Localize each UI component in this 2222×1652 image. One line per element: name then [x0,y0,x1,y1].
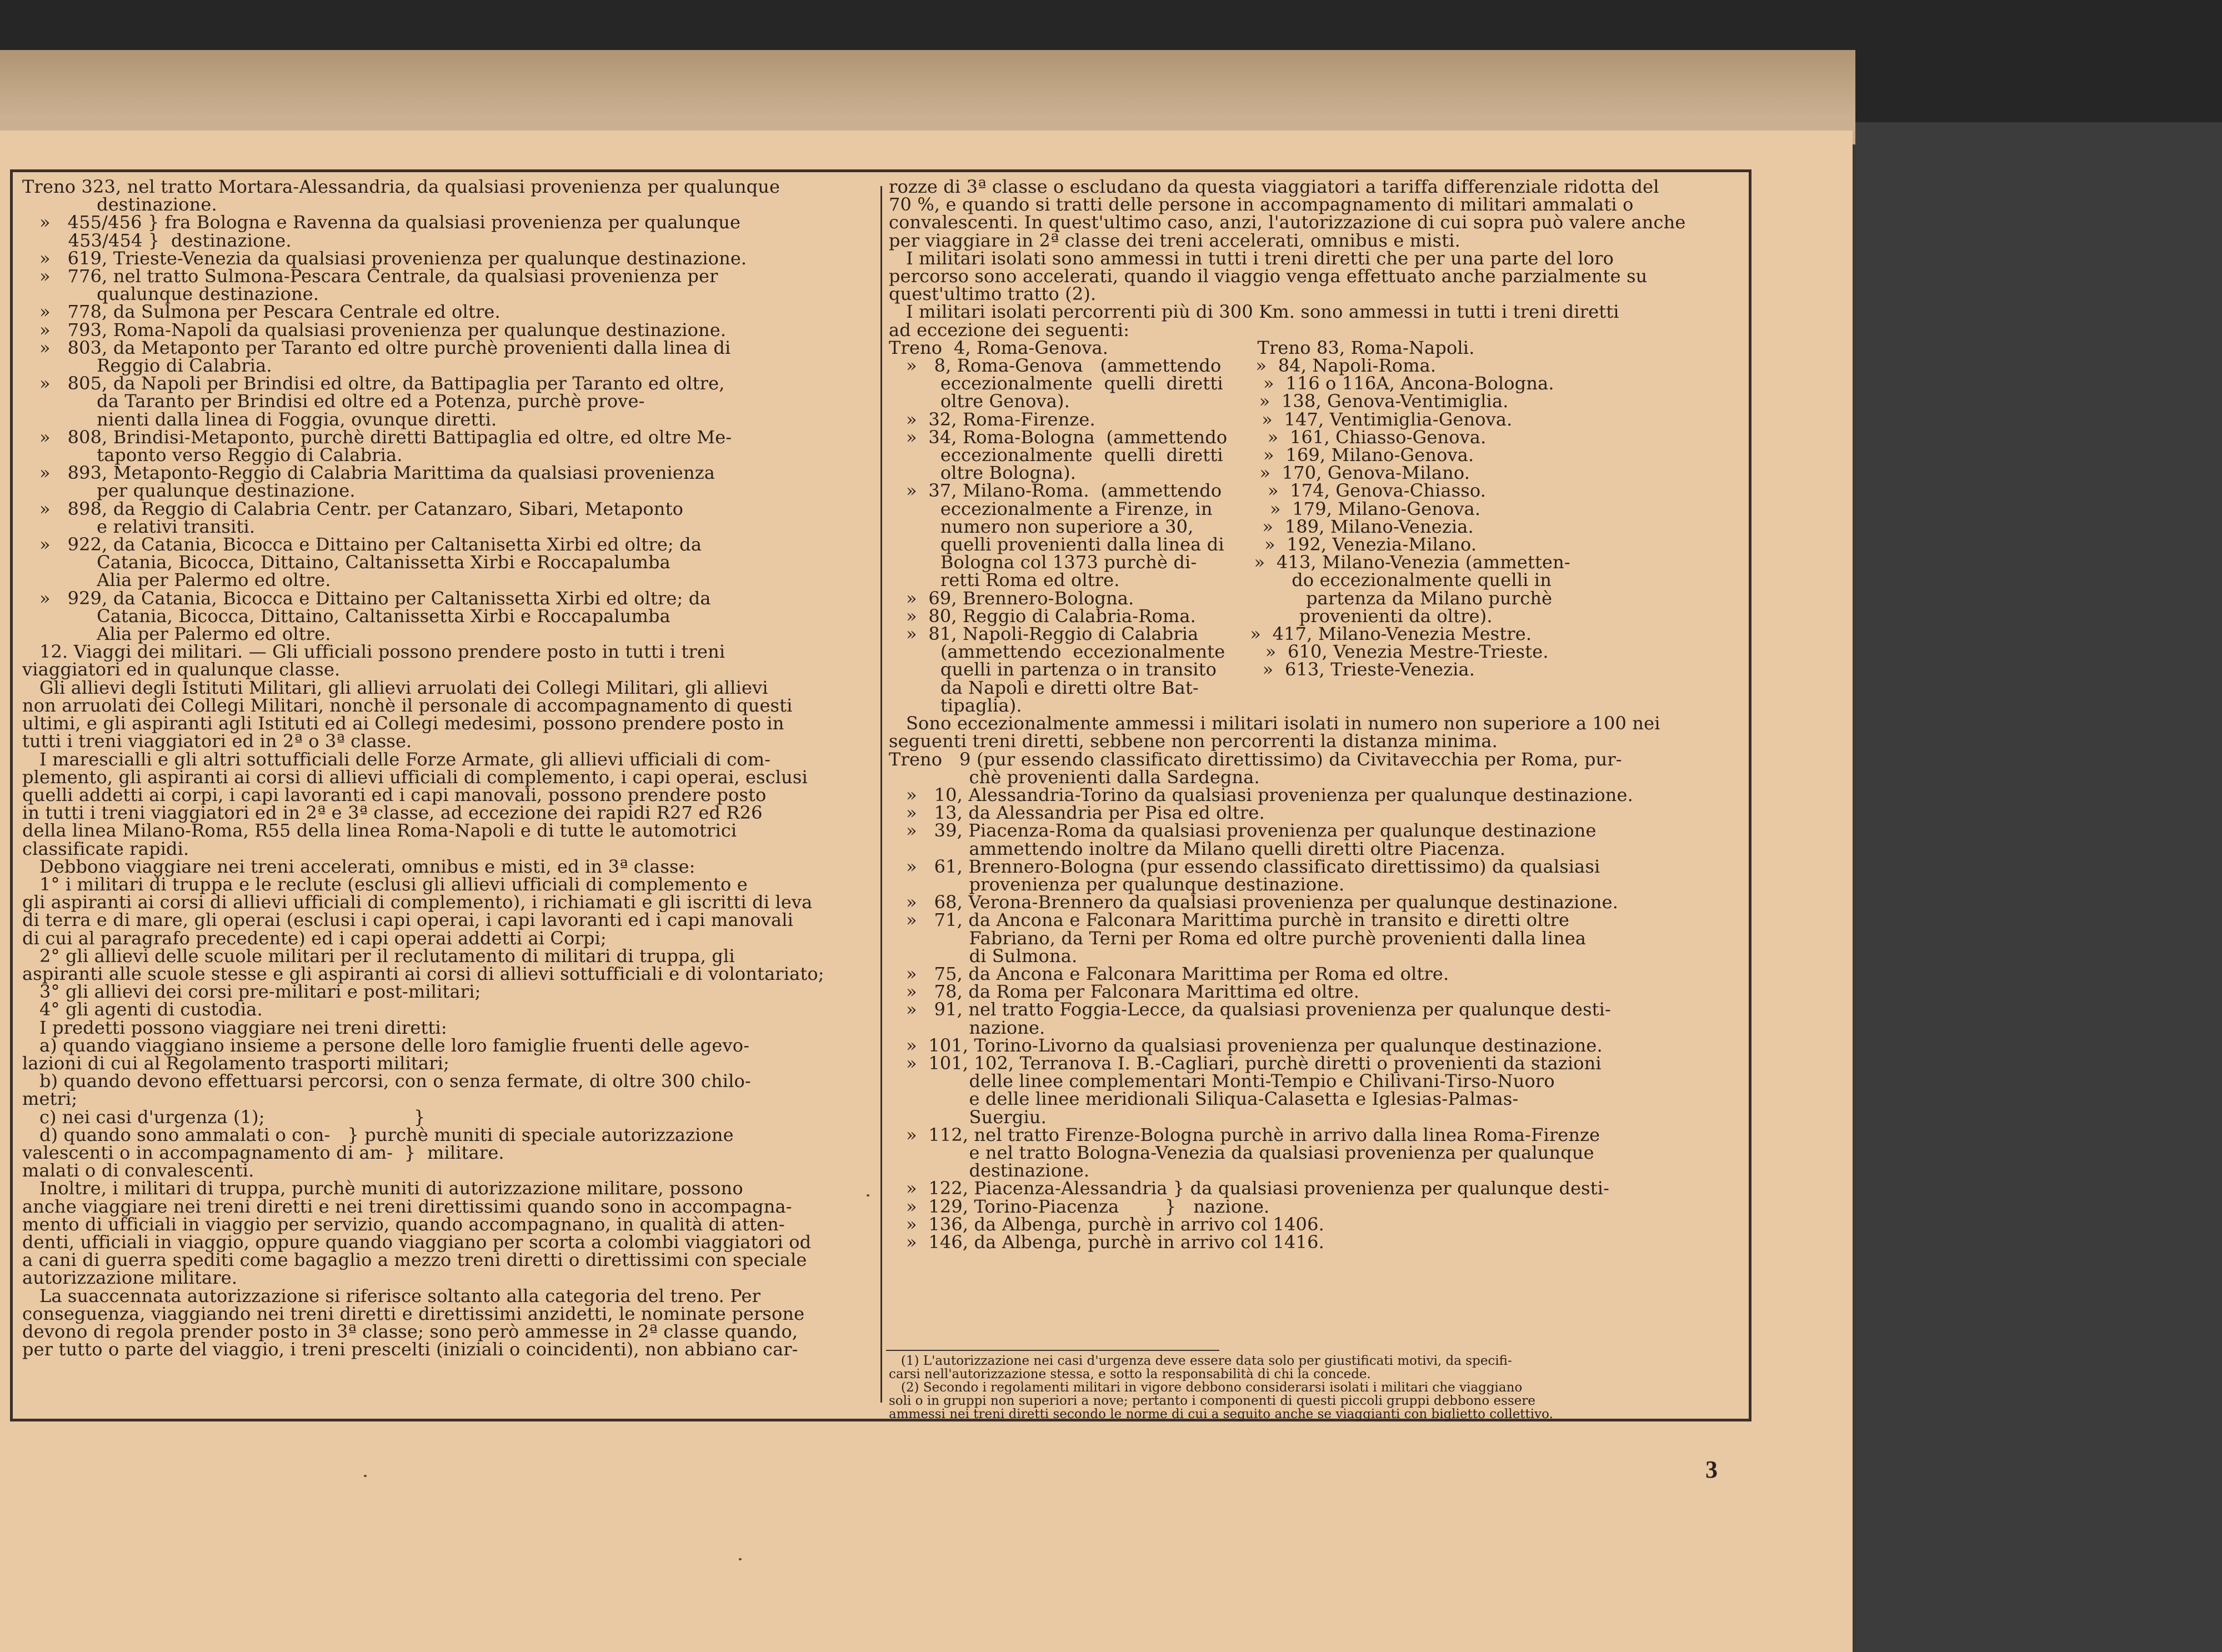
footnotes [889,1354,1744,1421]
left-column-line: » 805, da Napoli per Brindisi ed oltre, da Battipaglia per Taranto ed oltre, [22,373,725,394]
right-column-line: eccezionalmente quelli diretti » 169, Milano-Genova. [889,444,1474,466]
left-column-line: mento di ufficiali in viaggio per servizio, quando accompagnano, in qualità di atten- [22,1213,785,1235]
right-column-line: numero non superiore a 30, » 189, Milano-Venezia. [889,515,1474,537]
paper-speck [364,1475,367,1477]
right-column-line: ad eccezione dei seguenti: [889,319,1130,341]
left-column-line: tutti i treni viaggiatori ed in 2ª o 3ª classe. [22,730,412,752]
footnotes-line: carsi nell'autorizzazione stessa, e sotto la responsabilità di chi la concede. [889,1367,1371,1381]
left-column-line: gli aspiranti ai corsi di allievi ufficiali di complemento), i richiamati e gli iscritti di leva [22,892,813,913]
right-column [889,178,1744,1355]
left-column-line: I predetti possono viaggiare nei treni diretti: [22,1017,447,1038]
right-column-line: » 129, Torino-Piacenza } nazione. [889,1195,1270,1217]
right-column-line: eccezionalmente a Firenze, in » 179, Milano-Genova. [889,498,1481,519]
right-column-line: Sono eccezionalmente ammessi i militari isolati in numero non superiore a 100 nei [889,713,1660,734]
right-column-line: » 61, Brennero-Bologna (pur essendo classificato direttissimo) da qualsiasi [889,855,1600,877]
right-column-line: Bologna col 1373 purchè di- » 413, Milano-Venezia (ammetten- [889,552,1570,573]
right-column-line: » 81, Napoli-Reggio di Calabria » 417, Milano-Venezia Mestre. [889,623,1532,645]
left-column-line: Gli allievi degli Istituti Militari, gli allievi arruolati dei Collegi Militari, gli allievi [22,677,768,698]
right-column-line: I militari isolati percorrenti più di 300 Km. sono ammessi in tutti i treni diretti [889,301,1619,323]
left-column-line: plemento, gli aspiranti ai corsi di allievi ufficiali di complemento, i capi operai, esclusi [22,766,808,788]
right-column-line: » 101, 102, Terranova I. B.-Cagliari, purchè diretti o provenienti da stazioni [889,1052,1602,1074]
right-column-line: » 112, nel tratto Firenze-Bologna purchè in arrivo dalla linea Roma-Firenze [889,1124,1600,1145]
right-column-line: chè provenienti dalla Sardegna. [889,766,1260,788]
right-column-line: convalescenti. In quest'ultimo caso, anzi, l'autorizzazione di cui sopra può valere anche [889,212,1686,233]
left-column-line: a) quando viaggiano insieme a persone delle loro famiglie fruenti delle agevo- [22,1034,750,1056]
left-column-line: » 898, da Reggio di Calabria Centr. per Catanzaro, Sibari, Metaponto [22,498,683,519]
right-column-line: provenienza per qualunque destinazione. [889,873,1345,895]
right-column-line: Treno 4, Roma-Genova. Treno 83, Roma-Napoli. [889,337,1475,358]
left-column-line: in tutti i treni viaggiatori ed in 2ª e 3ª classe, ad eccezione dei rapidi R27 ed R26 [22,802,763,824]
left-column-line: classificate rapidi. [22,838,189,859]
right-column-line: rozze di 3ª classe o escludano da questa viaggiatori a tariffa differenziale ridotta del [889,178,1659,197]
left-column-line: » 808, Brindisi-Metaponto, purchè diretti Battipaglia ed oltre, ed oltre Me- [22,426,732,448]
footnote-rule [886,1350,1219,1351]
left-column-line: » 778, da Sulmona per Pescara Centrale ed oltre. [22,301,501,323]
paper-speck [867,1194,869,1197]
left-column-line: » 803, da Metaponto per Taranto ed oltre purchè provenienti dalla linea di [22,337,731,358]
right-column-line: nazione. [889,1017,1045,1038]
left-column-line: taponto verso Reggio di Calabria. [22,444,403,466]
left-column-line: valescenti o in accompagnamento di am- } militare. [22,1142,504,1163]
right-column-line: » 101, Torino-Livorno da qualsiasi provenienza per qualunque destinazione. [889,1034,1603,1056]
right-column-line: » 37, Milano-Roma. (ammettendo » 174, Genova-Chiasso. [889,480,1487,502]
right-column-line: oltre Bologna). » 170, Genova-Milano. [889,462,1470,484]
column-divider [880,186,882,1403]
right-column-line: I militari isolati sono ammessi in tutti i treni diretti che per una parte del loro [889,247,1614,269]
left-column-line: a cani di guerra spediti come bagaglio a mezzo treni diretti o direttissimi con speciale [22,1249,807,1271]
left-column-line: e relativi transiti. [22,515,256,537]
right-column-line: » 146, da Albenga, purchè in arrivo col 1416. [889,1231,1324,1253]
right-column-line: » 80, Reggio di Calabria-Roma. provenienti da oltre). [889,605,1493,627]
right-column-line: » 91, nel tratto Foggia-Lecce, da qualsiasi provenienza per qualunque desti- [889,999,1612,1020]
left-column-line: ultimi, e gli aspiranti agli Istituti ed ai Collegi medesimi, possono prendere posto in [22,713,784,734]
left-column-line: anche viaggiare nei treni diretti e nei treni direttissimi quando sono in accompagna- [22,1195,792,1217]
background-right [1855,122,2222,1652]
left-column-line: 3° gli allievi dei corsi pre-militari e post-militari; [22,981,481,1003]
right-column-line: » 136, da Albenga, purchè in arrivo col 1406. [889,1213,1324,1235]
left-column-line: devono di regola prender posto in 3ª classe; sono però ammesse in 2ª classe quando, [22,1321,798,1342]
left-column-line: lazioni di cui al Regolamento trasporti militari; [22,1052,449,1074]
right-column-line: delle linee complementari Monti-Tempio e Chilivani-Tirso-Nuoro [889,1070,1555,1092]
left-column-line: b) quando devono effettuarsi percorsi, con o senza fermate, di oltre 300 chilo- [22,1070,751,1092]
right-column-line: (ammettendo eccezionalmente » 610, Venezia Mestre-Trieste. [889,641,1549,663]
right-column-line: ammettendo inoltre da Milano quelli diretti oltre Piacenza. [889,838,1506,859]
left-column-line: di cui al paragrafo precedente) ed i capi operai addetti ai Corpi; [22,927,607,949]
left-column [22,178,875,1416]
right-column-line: per viaggiare in 2ª classe dei treni accelerati, omnibus e misti. [889,229,1460,251]
right-column-line: » 75, da Ancona e Falconara Marittima per Roma ed oltre. [889,963,1449,984]
right-column-line: retti Roma ed oltre. do eccezionalmente quelli in [889,569,1552,591]
right-column-line: di Sulmona. [889,945,1078,967]
left-column-line: Catania, Bicocca, Dittaino, Caltanissetta Xirbi e Roccapalumba [22,552,670,573]
left-column-line: di terra e di mare, gli operai (esclusi i capi operai, i capi lavoranti ed i capi manovali [22,909,794,931]
left-column-line: 2° gli allievi delle scuole militari per il reclutamento di militari di truppa, gli [22,945,735,967]
right-column-line: seguenti treni diretti, sebbene non percorrenti la distanza minima. [889,730,1498,752]
left-column-line: Catania, Bicocca, Dittaino, Caltanissetta Xirbi e Roccapalumba [22,605,670,627]
left-column-line: per qualunque destinazione. [22,480,356,502]
left-column-line: Alia per Palermo ed oltre. [22,623,331,645]
left-column-line: quelli addetti ai corpi, i capi lavoranti ed i capi manovali, possono prendere posto [22,784,767,805]
left-column-line: » 793, Roma-Napoli da qualsiasi provenienza per qualunque destinazione. [22,319,727,341]
right-column-line: » 78, da Roma per Falconara Marittima ed oltre. [889,981,1360,1003]
page-number: 3 [1705,1456,1718,1483]
document-page [0,131,1853,1652]
left-column-line: da Taranto per Brindisi ed oltre ed a Potenza, purchè prove- [22,391,645,412]
left-column-line: » 929, da Catania, Bicocca e Dittaino per Caltanissetta Xirbi ed oltre; da [22,587,711,609]
left-column-line: viaggiatori ed in qualunque classe. [22,659,341,680]
left-column-line: della linea Milano-Roma, R55 della linea Roma-Napoli e di tutte le automotrici [22,820,737,842]
left-column-line: per tutto o parte del viaggio, i treni prescelti (iniziali o coincidenti), non abbiano car- [22,1339,798,1360]
left-column-line: Reggio di Calabria. [22,355,272,377]
right-column-line: quest'ultimo tratto (2). [889,283,1097,305]
left-column-line: 1° i militari di truppa e le reclute (esclusi gli allievi ufficiali di complemento e [22,873,748,895]
left-column-line: Treno 323, nel tratto Mortara-Alessandria, da qualsiasi provenienza per qualunque [22,178,780,197]
left-column-line: 12. Viaggi dei militari. — Gli ufficiali possono prendere posto in tutti i treni [22,641,725,663]
left-column-line: La suaccennata autorizzazione si riferisce soltanto alla categoria del treno. Per [22,1285,761,1306]
left-column-line: Inoltre, i militari di truppa, purchè muniti di autorizzazione militare, possono [22,1178,743,1199]
left-column-line: Debbono viaggiare nei treni accelerati, omnibus e misti, ed in 3ª classe: [22,855,695,877]
left-column-line: » 619, Trieste-Venezia da qualsiasi provenienza per qualunque destinazione. [22,247,747,269]
footnotes-line: soli o in gruppi non superiori a nove; pertanto i componenti di questi piccoli gruppi debbono essere [889,1394,1535,1408]
right-column-line: tipaglia). [889,694,1022,716]
right-column-line: » 10, Alessandria-Torino da qualsiasi provenienza per qualunque destinazione. [889,784,1633,805]
right-column-line: oltre Genova). » 138, Genova-Ventimiglia. [889,391,1509,412]
right-column-line: 70 %, e quando si tratti delle persone in accompagnamento di militari ammalati o [889,194,1634,216]
left-column-line: destinazione. [22,194,217,216]
right-column-line: Fabriano, da Terni per Roma ed oltre purchè provenienti dalla linea [889,927,1587,949]
left-column-line: » 893, Metaponto-Reggio di Calabria Marittima da qualsiasi provenienza [22,462,715,484]
left-column-line: denti, ufficiali in viaggio, oppure quando viaggiano per scorta a colombi viaggiatori od [22,1231,812,1253]
right-column-line: da Napoli e diretti oltre Bat- [889,677,1199,698]
footnotes-line: (2) Secondo i regolamenti militari in vigore debbono considerarsi isolati i militari che viaggiano [889,1380,1523,1395]
right-column-line: eccezionalmente quelli diretti » 116 o 116A, Ancona-Bologna. [889,373,1554,394]
left-column-line: qualunque destinazione. [22,283,319,305]
right-column-line: » 34, Roma-Bologna (ammettendo » 161, Chiasso-Genova. [889,426,1487,448]
left-column-line: 453/454 } destinazione. [22,229,292,251]
left-column-line: autorizzazione militare. [22,1267,238,1289]
right-column-line: quelli in partenza o in transito » 613, Trieste-Venezia. [889,659,1475,680]
left-column-line: conseguenza, viaggiando nei treni diretti e direttissimi anzidetti, le nominate persone [22,1303,805,1324]
left-column-line: c) nei casi d'urgenza (1); } [22,1106,426,1128]
right-column-line: Treno 9 (pur essendo classificato direttissimo) da Civitavecchia per Roma, pur- [889,748,1622,770]
left-column-line: metri; [22,1088,78,1110]
left-column-line: » 776, nel tratto Sulmona-Pescara Centrale, da qualsiasi provenienza per [22,266,718,287]
right-column-line: » 8, Roma-Genova (ammettendo » 84, Napoli-Roma. [889,355,1437,377]
left-column-line: » 455/456 } fra Bologna e Ravenna da qualsiasi provenienza per qualunque [22,212,741,233]
right-column-line: quelli provenienti dalla linea di » 192, Venezia-Milano. [889,534,1477,555]
left-column-line: I marescialli e gli altri sottufficiali delle Forze Armate, gli allievi ufficiali di com- [22,748,771,770]
right-column-line: » 32, Roma-Firenze. » 147, Ventimiglia-Genova. [889,408,1513,430]
left-column-line: non arruolati dei Collegi Militari, nonchè il personale di accompagnamento di questi [22,694,793,716]
left-column-line: nienti dalla linea di Foggia, ovunque diretti. [22,408,497,430]
right-column-line: » 39, Piacenza-Roma da qualsiasi provenienza per qualunque destinazione [889,820,1597,842]
footnotes-line: (1) L'autorizzazione nei casi d'urgenza deve essere data solo per giustificati motivi, da specifi- [889,1354,1512,1368]
right-column-line: » 69, Brennero-Bologna. partenza da Milano purchè [889,587,1553,609]
right-column-line: Suergiu. [889,1106,1047,1128]
left-column-line: 4° gli agenti di custodia. [22,999,263,1020]
right-column-line: e delle linee meridionali Siliqua-Calasetta e Iglesias-Palmas- [889,1088,1519,1110]
right-column-line: » 13, da Alessandria per Pisa ed oltre. [889,802,1265,824]
paper-speck [739,1558,742,1560]
right-column-line: e nel tratto Bologna-Venezia da qualsiasi provenienza per qualunque [889,1142,1594,1163]
right-column-line: » 71, da Ancona e Falconara Marittima purchè in transito e diretti oltre [889,909,1570,931]
left-column-line: d) quando sono ammalati o con- } purchè muniti di speciale autorizzazione [22,1124,734,1145]
footnotes-line: ammessi nei treni diretti secondo le norme di cui a seguito anche se viaggianti con biglietto collettivo. [889,1407,1553,1421]
right-column-line: » 122, Piacenza-Alessandria } da qualsiasi provenienza per qualunque desti- [889,1178,1610,1199]
right-column-line: percorso sono accelerati, quando il viaggio venga effettuato anche parzialmente su [889,266,1648,287]
left-column-line: aspiranti alle scuole stesse e gli aspiranti ai corsi di allievi sottufficiali e di volontariato; [22,963,824,984]
right-column-line: destinazione. [889,1160,1090,1182]
right-column-line: » 68, Verona-Brennero da qualsiasi provenienza per qualunque destinazione. [889,892,1619,913]
left-column-line: Alia per Palermo ed oltre. [22,569,331,591]
left-column-line: malati o di convalescenti. [22,1160,254,1182]
left-column-line: » 922, da Catania, Bicocca e Dittaino per Caltanisetta Xirbi ed oltre; da [22,534,702,555]
